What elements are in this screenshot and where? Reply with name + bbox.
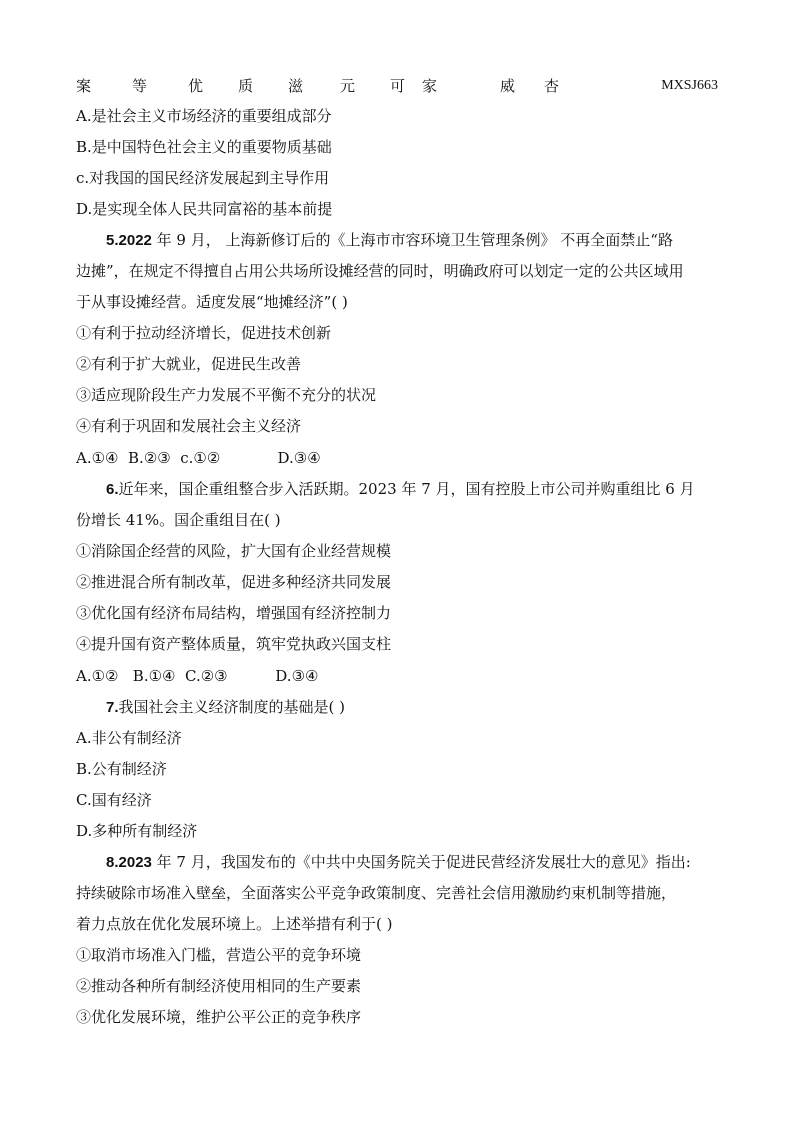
document-code: MXSJ663: [661, 78, 718, 93]
q6-stem-line-2: 份增长 41%。国企重组目在( ): [76, 511, 281, 529]
q8-stem-line-3: 着力点放在优化发展环境上。上述举措有利于( ): [76, 915, 393, 933]
q7-option-c: C.国有经济: [76, 791, 152, 809]
header-char: 质: [238, 77, 254, 95]
q6-item-3: ③优化国有经济布局结构，增强国有经济控制力: [76, 604, 392, 622]
q8-stem-text: 年 7 月，我国发布的《中共中央国务院关于促进民营经济发展壮大的意见》指出:: [151, 853, 691, 871]
q5-answers: A.①④ B.②③ c.①② D.③④: [76, 449, 321, 467]
q6-stem-line-1: [106, 479, 756, 500]
q8-item-2: ②推动各种所有制经济使用相同的生产要素: [76, 977, 362, 995]
q4-option-a: A.是社会主义市场经济的重要组成部分: [76, 107, 332, 125]
q7-stem-text: 我国社会主义经济制度的基础是( ): [118, 698, 345, 716]
q5-stem-line-2: 边摊”，在规定不得擅自占用公共场所设摊经营的同时，明确政府可以划定一定的公共区域用: [76, 262, 684, 280]
header-char: 杏: [544, 77, 560, 95]
header-char: 元: [340, 77, 356, 95]
q6-number: 6.: [106, 481, 119, 498]
q7-option-b: B.公有制经济: [76, 760, 167, 778]
q6-answers: A.①② B.①④ C.②③ D.③④: [76, 667, 319, 685]
q8-stem-line-2: 持续破除市场准入壁垒，全面落实公平竞争政策制度、完善社会信用激励约束机制等措施，: [76, 884, 677, 902]
q4-option-b: B.是中国特色社会主义的重要物质基础: [76, 138, 332, 156]
q5-item-1: ①有利于拉动经济增长，促进技术创新: [76, 324, 332, 342]
header-char: 优: [188, 77, 204, 95]
q6-item-2: ②推进混合所有制改革，促进多种经济共同发展: [76, 573, 392, 591]
q8-item-1: ①取消市场准入门槛，营造公平的竞争环境: [76, 946, 362, 964]
q5-item-3: ③适应现阶段生产力发展不平衡不充分的状况: [76, 386, 377, 404]
header-char: 案: [76, 77, 92, 95]
q7-option-d: D.多种所有制经济: [76, 822, 198, 840]
q7-number: 7.: [106, 699, 119, 716]
q5-stem-line-1: [106, 230, 756, 251]
q5-item-2: ②有利于扩大就业，促进民生改善: [76, 355, 302, 373]
header-char: 滋: [288, 77, 304, 95]
q5-number: 5.2022: [106, 232, 152, 249]
q7-option-a: A.非公有制经济: [76, 729, 182, 747]
q8-item-3: ③优化发展环境，维护公平公正的竞争秩序: [76, 1008, 362, 1026]
header-char: 家: [422, 77, 438, 95]
page-header: [76, 76, 718, 96]
q8-stem-line-1: [106, 852, 756, 873]
header-char: 可: [390, 77, 406, 95]
q5-item-4: ④有利于巩固和发展社会主义经济: [76, 417, 302, 435]
q6-item-1: ①消除国企经营的风险，扩大国有企业经营规模: [76, 542, 392, 560]
q4-option-c: c.对我国的国民经济发展起到主导作用: [76, 169, 330, 187]
q6-stem-text: 近年来，国企重组整合步入活跃期。2023 年 7 月，国有控股上市公司并购重组比 6 月: [118, 480, 695, 498]
q5-stem-text: 年 9 月， 上海新修订后的《上海市市容环境卫生管理条例》 不再全面禁止“路: [151, 231, 673, 249]
q5-stem-line-3: 于从事设摊经营。适度发展“地摊经济”( ): [76, 293, 348, 311]
header-char: 等: [132, 77, 148, 95]
q6-item-4: ④提升国有资产整体质量，筑牢党执政兴国支柱: [76, 635, 392, 653]
q8-number: 8.2023: [106, 854, 152, 871]
header-char: 威: [500, 77, 516, 95]
q7-stem: [106, 697, 756, 718]
q4-option-d: D.是实现全体人民共同富裕的基本前提: [76, 200, 333, 218]
